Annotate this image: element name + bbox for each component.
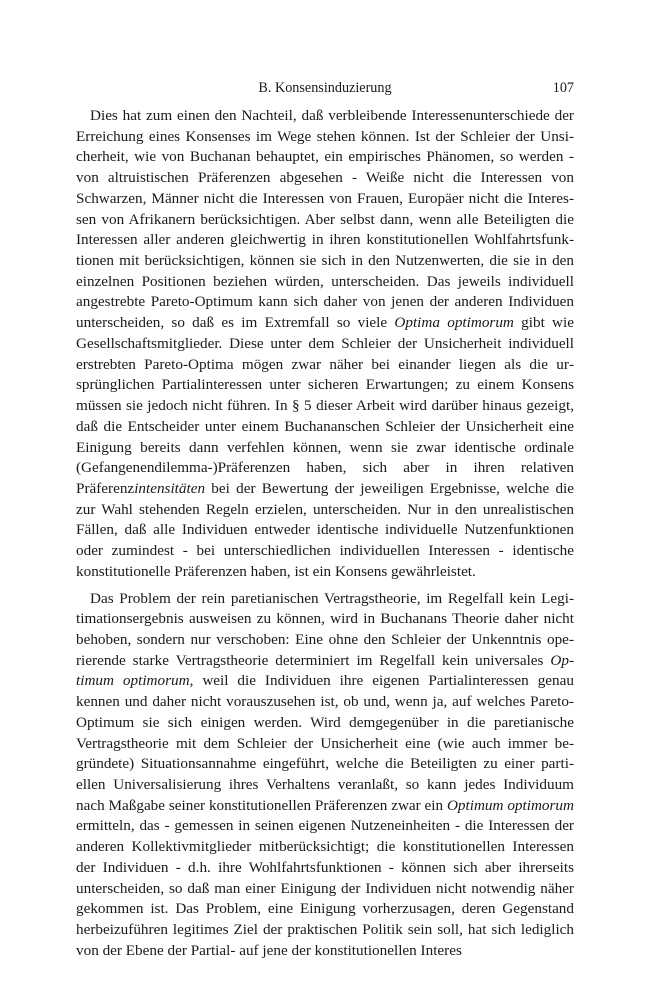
text-segment: Dies hat zum einen den Nachteil, daß verbleibende Interessenunterschiede der Erreichung eines Konsenses im Wege stehen können. Ist der Schleier der Unsicherheit, wie von Buchanan behauptet, ein empirisches Phänomen, so werden - von altruistischen Präferenzen abgesehen - Weiße nicht die Interessen von Schwarzen, Männer nicht die Interessen von Frauen, Europäer nicht die Interessen von Afrikanern berücksichtigen. Aber selbst dann, wenn alle Beteiligten die Interessen aller anderen gleichwertig in ihren konstitutionellen Wohlfahrtsfunktionen mit berücksichtigen, können sie sich in den Nutzenwerten, die sie in den einzelnen Positionen beziehen würden, unterscheiden. Das jeweils individuell angestrebte Pareto-Optimum kann sich daher von jenen der anderen Individuen unterscheiden, so daß es im Extremfall so viele [76,107,574,332]
text-segment: gibt wie Gesellschaftsmitglieder. Diese unter dem Schleier der Unsicherheit individuell erstrebten Pareto-Optima mögen zwar näher bei einander liegen als die ursprünglichen Partialinteressen unter sicheren Erwartungen; zu einem Konsens müssen sie jedoch nicht führen. In § 5 dieser Arbeit wird darüber hinaus gezeigt, daß die Entscheider unter einem Buchananschen Schleier der Unsicherheit eine Einigung bereits dann verfehlen können, wenn sie zwar identische ordinale (Gefangenendilemma-)Präferenzen haben, sich aber in ihren relativen Präferenz [76,314,574,497]
running-title: B. Konsensinduzierung [258,80,392,96]
text-segment: bei der Bewertung der jeweiligen Ergebnisse, welche die zur Wahl stehenden Regeln erzielen, unterscheiden. Nur in den unrealistischen Fällen, daß alle Individuen entweder identische individuelle Nutzenfunktionen oder zumindest - bei unterschiedlichen individuellen Interessen - identische konstitutionelle Präferenzen haben, ist ein Konsens gewährleistet. [76,479,574,580]
italic-text-segment: Optimum optimorum [76,651,574,690]
text-segment: Das Problem der rein paretianischen Vertragstheorie, im Regelfall kein Legitimationsergebnis ausweisen zu können, wird in Buchanans Theorie daher nicht behoben, sondern nur verschoben: Eine ohne den Schleier der Unkenntnis operierende starke Vertragstheorie determiniert im Regelfall kein universales [76,589,574,669]
text-segment: ermitteln, das - gemessen in seinen eigenen Nutzeneinheiten - die Interessen der anderen Kollektivmitglieder mitberücksichtigt; die konstitutionellen Interessen der Individuen - d.h. ihre Wohlfahrtsfunktionen - können sich aber ihrerseits unterscheiden, so daß man einer Einigung der Individuen nicht notwendig näher gekommen ist. Das Problem, eine Einigung vorherzusagen, deren Gegenstand herbeizuführen legitimes Ziel der praktischen Politik sein soll, hat sich lediglich von der Ebene der Partial- auf jene der konstitutionellen Interes [76,817,574,959]
paragraph [76,589,574,962]
italic-text-segment: Optima optimorum [394,314,514,332]
italic-text-segment: intensitäten [134,479,206,497]
paragraph [76,106,574,583]
page-number: 107 [552,80,574,96]
text-segment: , weil die Individuen ihre eigenen Partialinteressen genau kennen und daher nicht vorauszusehen ist, ob und, wenn ja, auf welches Pareto-Optimum sie sich einigen werden. Wird demgegenüber in die paretianische Vertragstheorie mit dem Schleier der Unsicherheit eine (wie auch immer begründete) Situationsannahme eingeführt, welche die Beteiligten zu einer partiellen Universalisierung ihres Verhaltens veranlaßt, so kann jedes Individuum nach Maßgabe seiner konstitutionellen Präferenzen zwar ein [76,672,574,814]
body-text [76,106,574,961]
running-head [76,78,574,98]
italic-text-segment: Optimum optimorum [446,796,574,814]
